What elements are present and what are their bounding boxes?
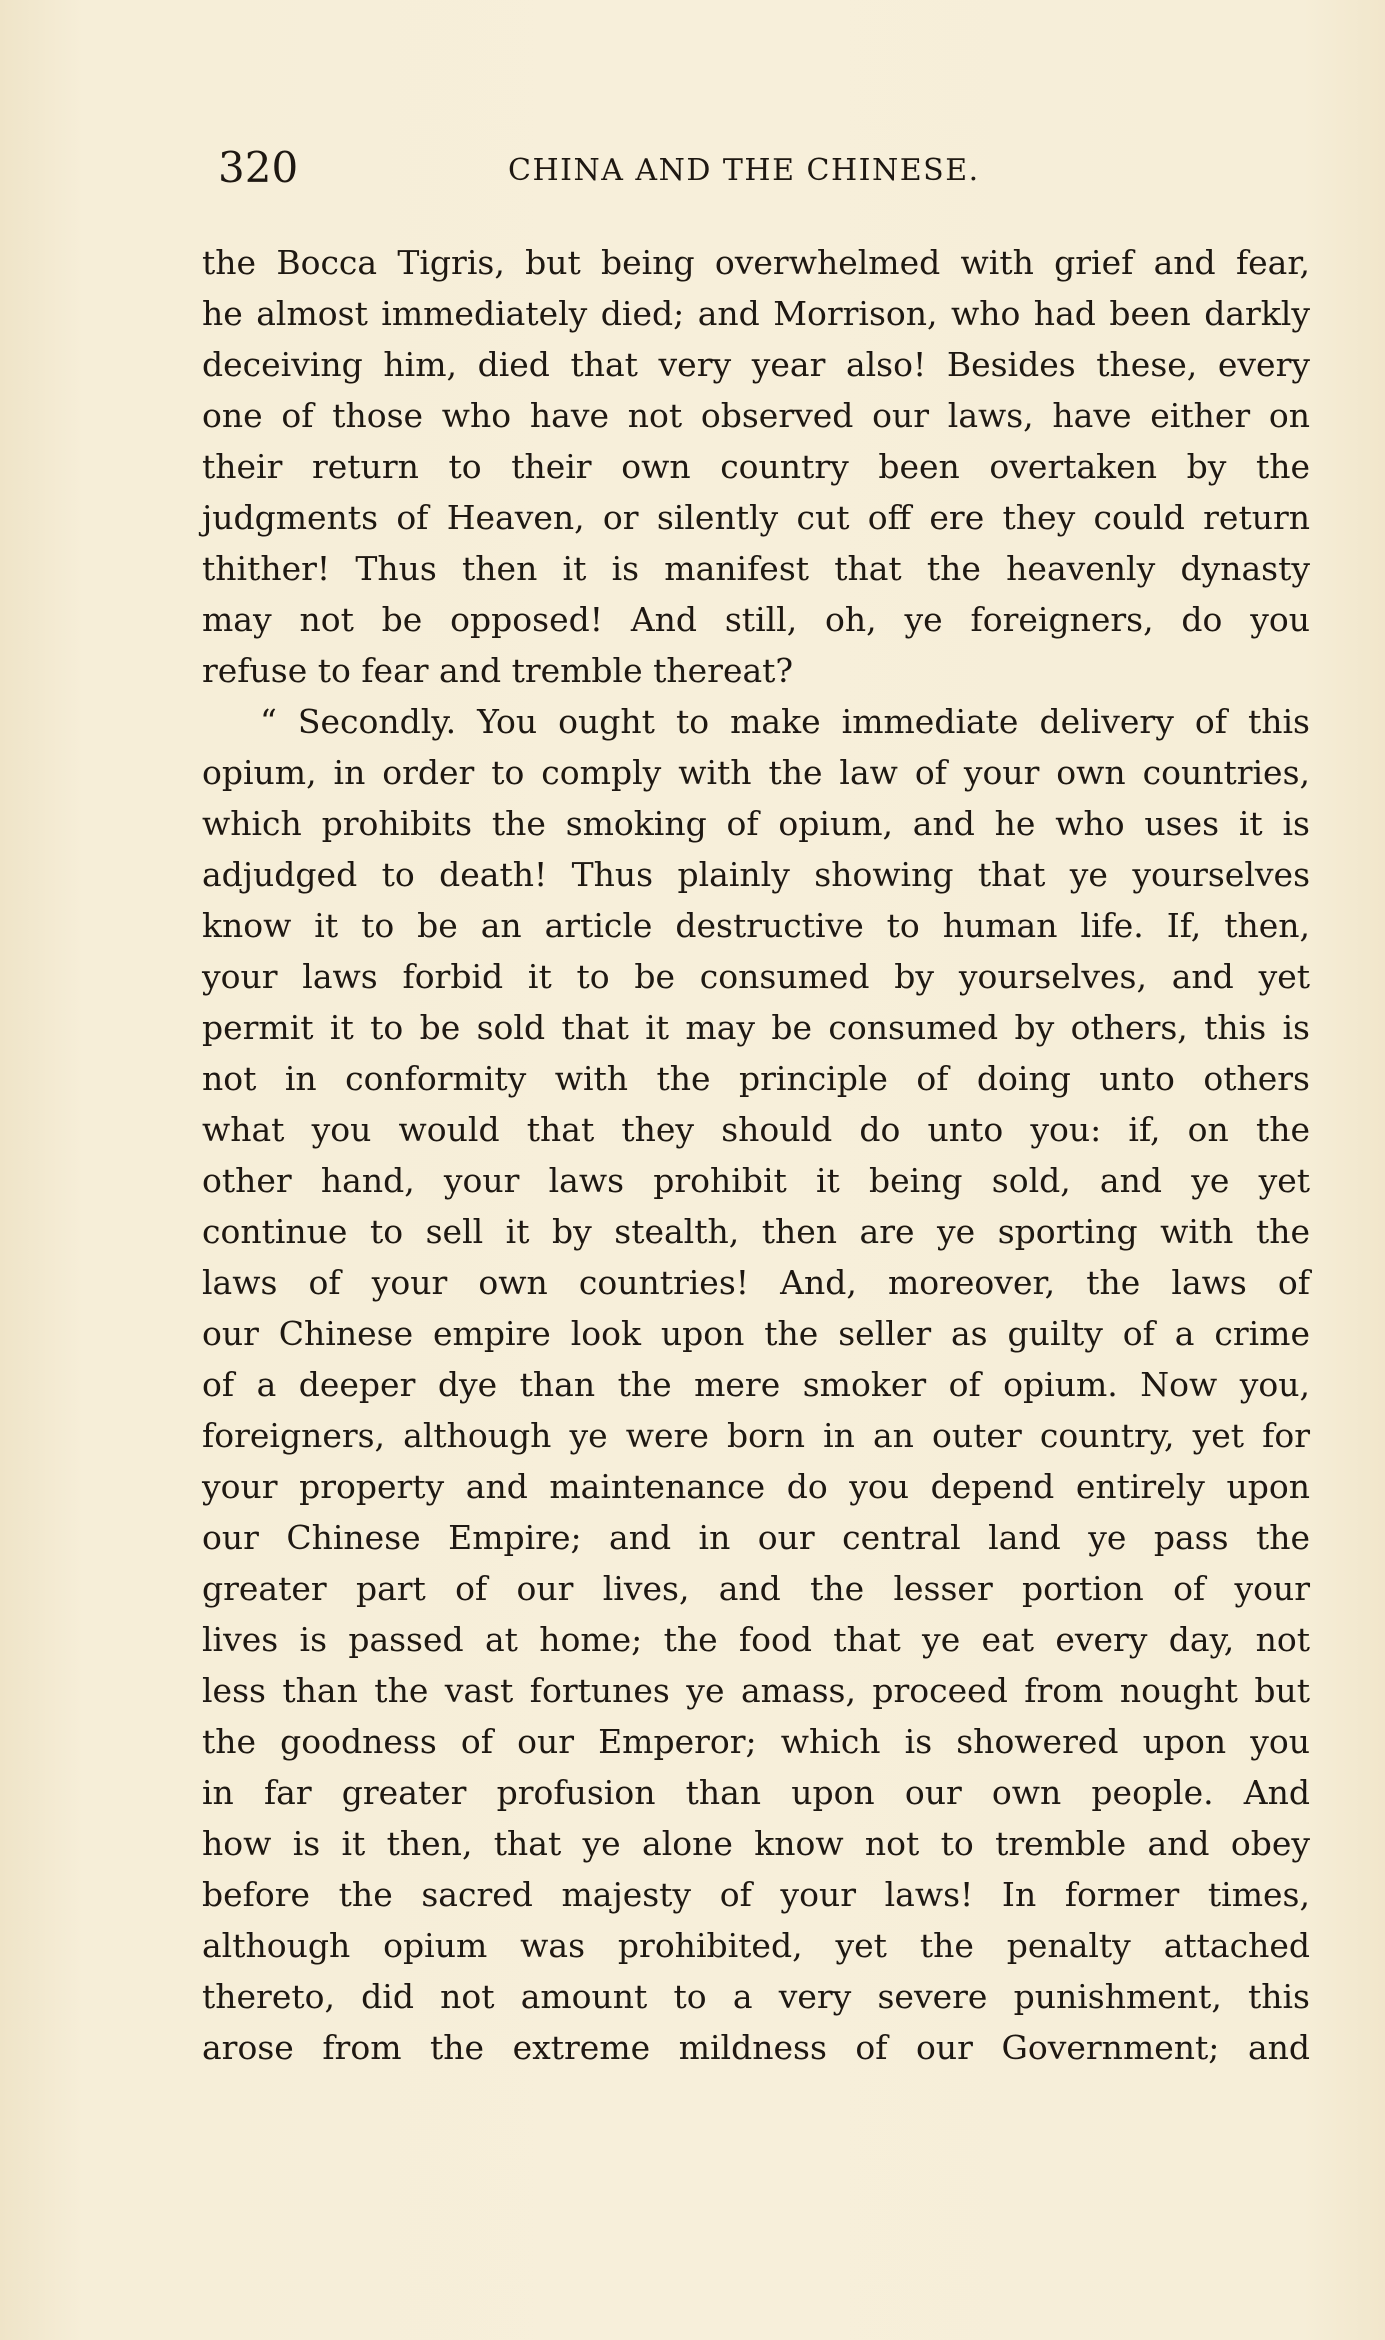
text-line: the Bocca Tigris, but being overwhelmed with grief and fear, bbox=[202, 243, 1310, 282]
text-line: greater part of our lives, and the lesser portion of your bbox=[202, 1569, 1310, 1608]
text-line: other hand, your laws prohibit it being sold, and ye yet bbox=[202, 1161, 1310, 1200]
body-text bbox=[202, 237, 1310, 2073]
text-line: one of those who have not observed our laws, have either on bbox=[202, 396, 1310, 435]
text-line: arose from the extreme mildness of our Government; and bbox=[202, 2028, 1310, 2067]
text-line: of a deeper dye than the mere smoker of opium. Now you, bbox=[202, 1365, 1310, 1404]
text-line: opium, in order to comply with the law of your own countries, bbox=[202, 753, 1310, 792]
text-line: deceiving him, died that very year also! Besides these, every bbox=[202, 345, 1310, 384]
text-line: less than the vast fortunes ye amass, proceed from nought but bbox=[202, 1671, 1310, 1710]
text-line: he almost immediately died; and Morrison, who had been darkly bbox=[202, 294, 1310, 333]
text-line: continue to sell it by stealth, then are ye sporting with the bbox=[202, 1212, 1310, 1251]
paragraph-start-line: “ Secondly. You ought to make immediate delivery of this bbox=[260, 702, 1310, 741]
text-line: not in conformity with the principle of doing unto others bbox=[202, 1059, 1310, 1098]
page-number: 320 bbox=[218, 143, 299, 192]
text-line: our Chinese empire look upon the seller as guilty of a crime bbox=[202, 1314, 1310, 1353]
text-line: their return to their own country been overtaken by the bbox=[202, 447, 1310, 486]
text-line: what you would that they should do unto you: if, on the bbox=[202, 1110, 1310, 1149]
text-line: know it to be an article destructive to human life. If, then, bbox=[202, 906, 1310, 945]
text-line: your laws forbid it to be consumed by yourselves, and yet bbox=[202, 957, 1310, 996]
text-line: although opium was prohibited, yet the penalty attached bbox=[202, 1926, 1310, 1965]
text-line: how is it then, that ye alone know not to tremble and obey bbox=[202, 1824, 1310, 1863]
text-line: the goodness of our Emperor; which is showered upon you bbox=[202, 1722, 1310, 1761]
text-line: foreigners, although ye were born in an outer country, yet for bbox=[202, 1416, 1310, 1455]
paragraph-end-line: refuse to fear and tremble thereat? bbox=[202, 651, 794, 690]
text-line: which prohibits the smoking of opium, and he who uses it is bbox=[202, 804, 1310, 843]
text-line: judgments of Heaven, or silently cut off ere they could return bbox=[202, 498, 1310, 537]
text-line: in far greater profusion than upon our own people. And bbox=[202, 1773, 1310, 1812]
text-line: laws of your own countries! And, moreover, the laws of bbox=[202, 1263, 1310, 1302]
text-line: adjudged to death! Thus plainly showing that ye yourselves bbox=[202, 855, 1310, 894]
text-line: thereto, did not amount to a very severe punishment, this bbox=[202, 1977, 1310, 2016]
text-line: before the sacred majesty of your laws! In former times, bbox=[202, 1875, 1310, 1914]
text-line: your property and maintenance do you depend entirely upon bbox=[202, 1467, 1310, 1506]
text-line: our Chinese Empire; and in our central land ye pass the bbox=[202, 1518, 1310, 1557]
running-title: CHINA AND THE CHINESE. bbox=[508, 153, 980, 188]
text-line: may not be opposed! And still, oh, ye foreigners, do you bbox=[202, 600, 1310, 639]
text-line: lives is passed at home; the food that ye eat every day, not bbox=[202, 1620, 1310, 1659]
text-line: thither! Thus then it is manifest that the heavenly dynasty bbox=[202, 549, 1310, 588]
text-line: permit it to be sold that it may be consumed by others, this is bbox=[202, 1008, 1310, 1047]
page-header bbox=[218, 138, 1068, 198]
